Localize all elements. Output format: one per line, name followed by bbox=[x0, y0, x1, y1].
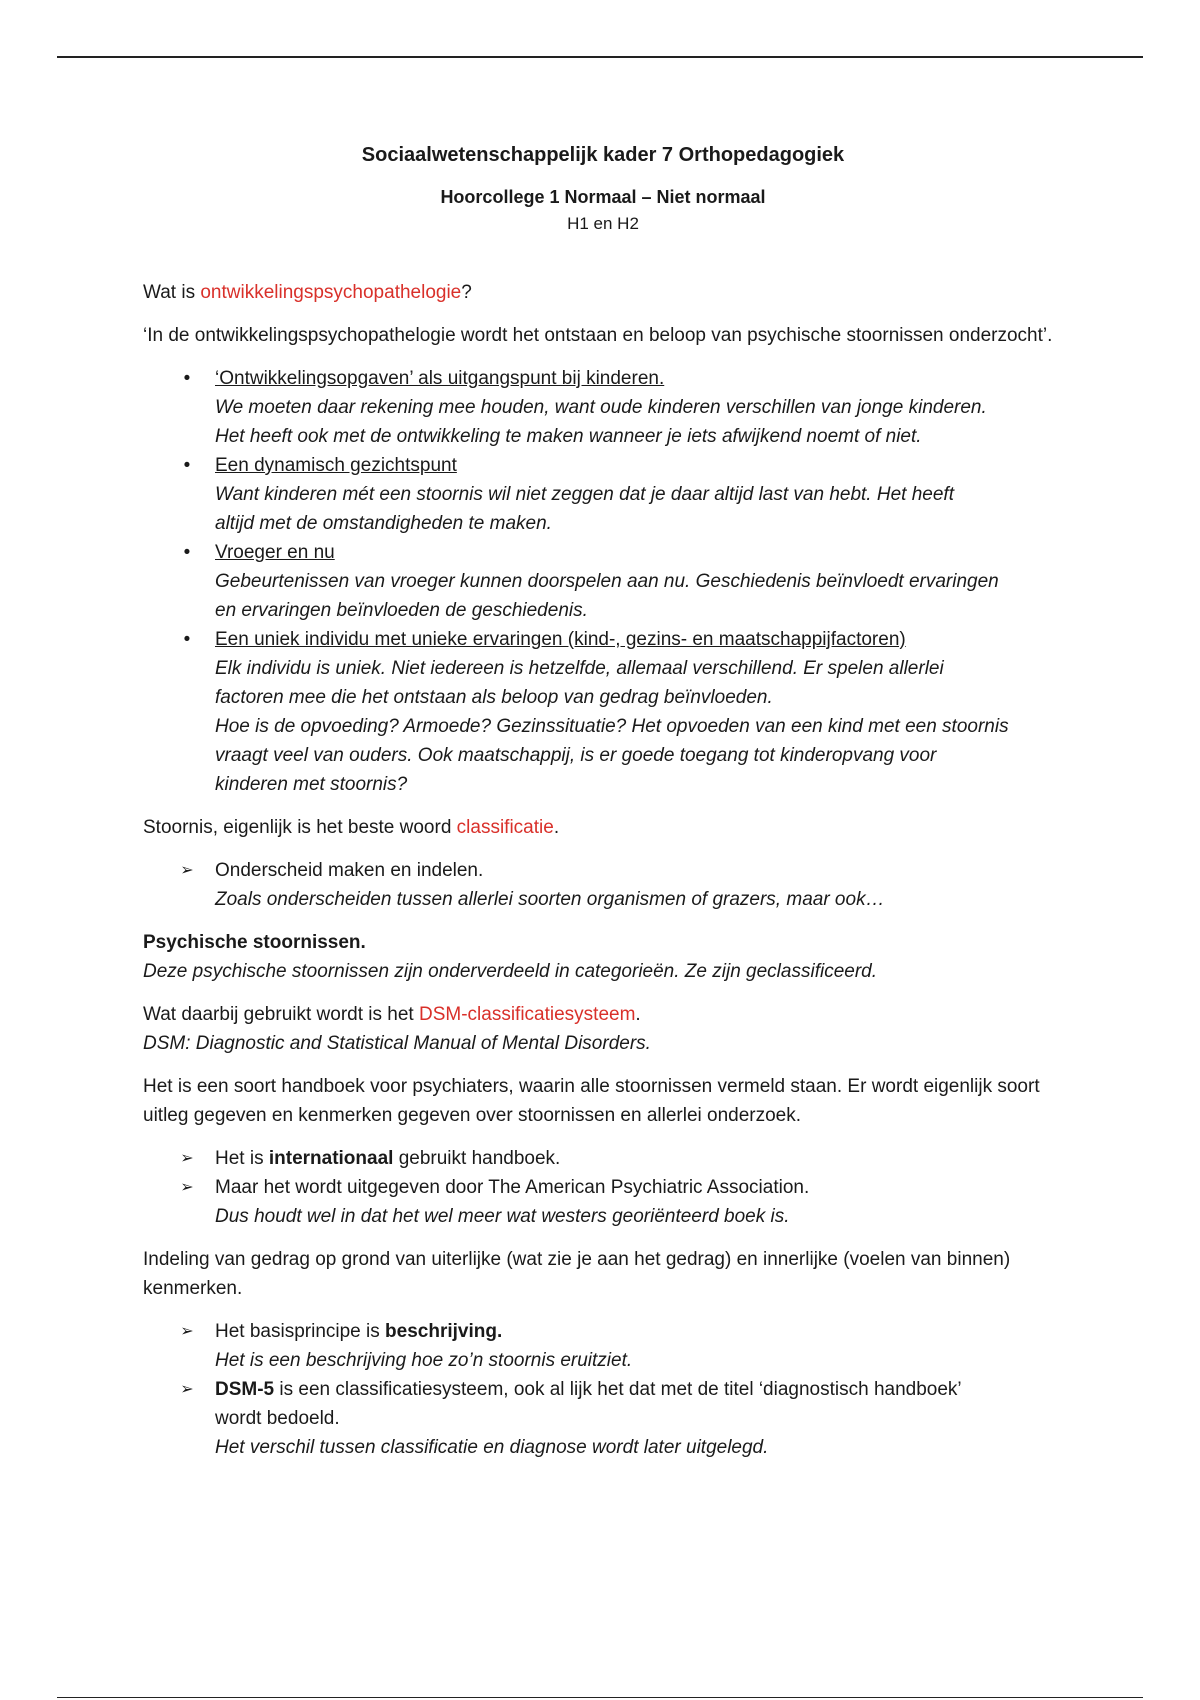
chapters-line: H1 en H2 bbox=[567, 214, 639, 233]
classification-pre: Stoornis, eigenlijk is het beste woord bbox=[143, 817, 457, 838]
arrow-item bbox=[143, 1144, 1063, 1173]
bullet-line: Het heeft ook met de ontwikkeling te maken wanneer je iets afwijkend noemt of niet. bbox=[215, 426, 922, 447]
arrow-italic: Zoals onderscheiden tussen allerlei soorten organismen of grazers, maar ook… bbox=[215, 889, 885, 910]
bullet-line: Gebeurtenissen van vroeger kunnen doorspelen aan nu. Geschiedenis beïnvloedt ervaringen bbox=[215, 571, 999, 592]
bullet-list bbox=[143, 364, 1063, 799]
arrow-item bbox=[143, 1317, 1063, 1375]
bullet-line: We moeten daar rekening mee houden, want oude kinderen verschillen van jonge kinderen. bbox=[215, 397, 987, 418]
question-pre: Wat is bbox=[143, 282, 201, 303]
arrow-bullet-icon: ➢ bbox=[180, 1323, 194, 1340]
question-post: ? bbox=[461, 282, 472, 303]
arrow-bullet-icon: ➢ bbox=[180, 1381, 194, 1398]
term-classificatie: classificatie bbox=[456, 817, 554, 838]
term-ontwikkelingspsychopathelogie: ontwikkelingspsychopathelogie bbox=[200, 282, 462, 303]
bullet-line: vraagt veel van ouders. Ook maatschappij, is er goede toegang tot kinderopvang voor bbox=[215, 745, 937, 766]
document-title: Sociaalwetenschappelijk kader 7 Orthopedagogiek bbox=[361, 144, 845, 166]
arrow-text: Onderscheid maken en indelen. bbox=[215, 860, 484, 881]
bullet-line: altijd met de omstandigheden te maken. bbox=[215, 513, 552, 534]
arrow-text: Maar het wordt uitgegeven door The American Psychiatric Association. bbox=[215, 1177, 810, 1198]
bullet-icon: • bbox=[183, 455, 191, 476]
arrow-text-pre: Het is bbox=[215, 1148, 269, 1169]
psychic-italic: Deze psychische stoornissen zijn onderverdeeld in categorieën. Ze zijn geclassificeerd. bbox=[143, 961, 877, 982]
intro-quote: ‘In de ontwikkelingspsychopathelogie wordt het ontstaan en beloop van psychische stoornissen onderzocht’. bbox=[143, 325, 1053, 346]
term-dsm: DSM-classificatiesysteem bbox=[418, 1004, 636, 1025]
bullet-line: Want kinderen mét een stoornis wil niet zeggen dat je daar altijd last van hebt. Het heeft bbox=[215, 484, 954, 505]
document-subtitle: Hoorcollege 1 Normaal – Niet normaal bbox=[440, 187, 766, 207]
bullet-icon: • bbox=[183, 542, 191, 563]
bullet-heading: Een dynamisch gezichtspunt bbox=[215, 455, 457, 476]
psychic-section bbox=[143, 928, 1063, 986]
arrow-italic: Dus houdt wel in dat het wel meer wat westers georiënteerd boek is. bbox=[215, 1206, 790, 1227]
arrow-list-classification bbox=[143, 856, 1063, 914]
bullet-heading: Een uniek individu met unieke ervaringen (kind-, gezins- en maatschappijfactoren) bbox=[215, 629, 906, 650]
arrow-text-cont: wordt bedoeld. bbox=[215, 1408, 340, 1429]
arrow-list-behavior bbox=[143, 1317, 1063, 1462]
arrow-item bbox=[143, 1375, 1063, 1462]
bullet-item bbox=[143, 538, 1063, 625]
bullet-icon: • bbox=[183, 629, 191, 650]
arrow-italic: Het is een beschrijving hoe zo’n stoornis eruitziet. bbox=[215, 1350, 633, 1371]
bullet-line: Hoe is de opvoeding? Armoede? Gezinssituatie? Het opvoeden van een kind met een stoornis bbox=[215, 716, 1009, 737]
top-rule bbox=[57, 56, 1143, 58]
bullet-line: kinderen met stoornis? bbox=[215, 774, 408, 795]
arrow-text-pre: Het basisprincipe is bbox=[215, 1321, 386, 1342]
arrow-bullet-icon: ➢ bbox=[180, 1179, 194, 1196]
bottom-rule bbox=[57, 1697, 1143, 1698]
arrow-bold: internationaal bbox=[268, 1148, 394, 1169]
classification-line bbox=[143, 813, 1063, 842]
behavior-text: Indeling van gedrag op grond van uiterlijke (wat zie je aan het gedrag) en innerlijke (voelen van binnen) kenmerken. bbox=[143, 1249, 1011, 1299]
arrow-item bbox=[143, 856, 1063, 914]
dsm-pre: Wat daarbij gebruikt wordt is het bbox=[143, 1004, 419, 1025]
arrow-bullet-icon: ➢ bbox=[180, 1150, 194, 1167]
bullet-line: Elk individu is uniek. Niet iedereen is hetzelfde, allemaal verschillend. Er spelen allerlei bbox=[215, 658, 944, 679]
dsm-post: . bbox=[635, 1004, 641, 1025]
arrow-italic: Het verschil tussen classificatie en diagnose wordt later uitgelegd. bbox=[215, 1437, 769, 1458]
arrow-text-post: gebruikt handboek. bbox=[393, 1148, 561, 1169]
arrow-list-dsm bbox=[143, 1144, 1063, 1231]
bullet-item bbox=[143, 625, 1063, 799]
bullet-item bbox=[143, 451, 1063, 538]
dsm-line bbox=[143, 1000, 1063, 1058]
bullet-icon: • bbox=[183, 368, 191, 389]
arrow-bullet-icon: ➢ bbox=[180, 862, 194, 879]
arrow-bold: beschrijving. bbox=[385, 1321, 503, 1342]
intro-question bbox=[143, 278, 1063, 307]
bullet-line: factoren mee die het ontstaan als beloop van gedrag beïnvloeden. bbox=[215, 687, 773, 708]
psychic-heading: Psychische stoornissen. bbox=[143, 932, 366, 953]
arrow-text: is een classificatiesysteem, ook al lijk het dat met de titel ‘diagnostisch handboek’ bbox=[274, 1379, 962, 1400]
bullet-heading: Vroeger en nu bbox=[215, 542, 335, 563]
bullet-heading: ‘Ontwikkelingsopgaven’ als uitgangspunt bij kinderen. bbox=[215, 368, 665, 389]
arrow-item bbox=[143, 1173, 1063, 1231]
document-page bbox=[143, 140, 1063, 1476]
classification-post: . bbox=[553, 817, 560, 838]
arrow-bold: DSM-5 bbox=[215, 1379, 275, 1400]
dsm-italic: DSM: Diagnostic and Statistical Manual of Mental Disorders. bbox=[143, 1033, 651, 1054]
bullet-item bbox=[143, 364, 1063, 451]
dsm-description: Het is een soort handboek voor psychiaters, waarin alle stoornissen vermeld staan. Er wordt eigenlijk soort uitleg gegeven en kenmerken gegeven over stoornissen en allerlei onderzoek. bbox=[143, 1076, 1040, 1126]
bullet-line: en ervaringen beïnvloeden de geschiedenis. bbox=[215, 600, 588, 621]
